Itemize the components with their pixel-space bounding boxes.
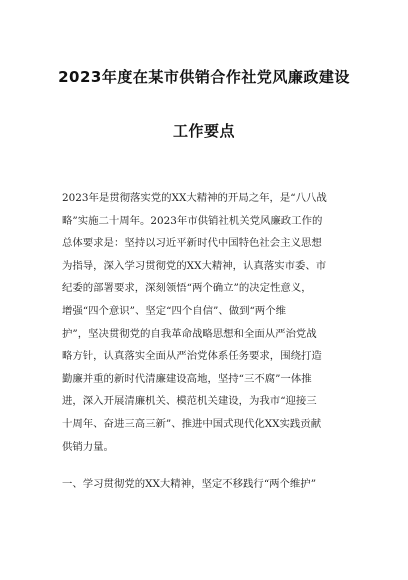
document-subtitle: 工作要点	[172, 122, 235, 140]
section-heading: 一、学习贯彻党的XX大精神，坚定不移践行“两个维护”	[62, 478, 317, 490]
paragraph-line: 勤廉并重的新时代清廉建设高地，坚持“三不腐”一体推	[62, 372, 312, 385]
paragraph-line: 总体要求是：坚持以习近平新时代中国特色社会主义思想	[62, 237, 322, 250]
paragraph-line: 增强“四个意识”、坚定“四个自信”、做到“两个维	[62, 304, 286, 317]
paragraph-line: 为指导，深入学习贯彻党的XX大精神，认真落实市委、市	[62, 259, 327, 272]
body-paragraph	[62, 187, 354, 458]
paragraph-line: 略”实施二十周年。2023年市供销社机关党风廉政工作的	[62, 214, 323, 227]
paragraph-line: 2023年是贯彻落实党的XX大精神的开局之年，是“八八战	[62, 192, 327, 204]
paragraph-line: 十周年、奋进三高三新”、推进中国式现代化XX实践贡献	[62, 417, 322, 430]
paragraph-line: 供销力量。	[62, 440, 114, 453]
paragraph-line: 进，深入开展清廉机关、模范机关建设，为我市“迎接三	[62, 395, 317, 408]
paragraph-line: 略方针，认真落实全面从严治党体系任务要求，围绕打造	[62, 350, 322, 363]
paragraph-line: 护”，坚决贯彻党的自我革命战略思想和全面从严治党战	[62, 327, 317, 340]
paragraph-line: 纪委的部署要求，深刻领悟“两个确立”的决定性意义，	[62, 282, 312, 295]
document-title: 2023年度在某市供销合作社党风廉政建设	[58, 68, 350, 86]
